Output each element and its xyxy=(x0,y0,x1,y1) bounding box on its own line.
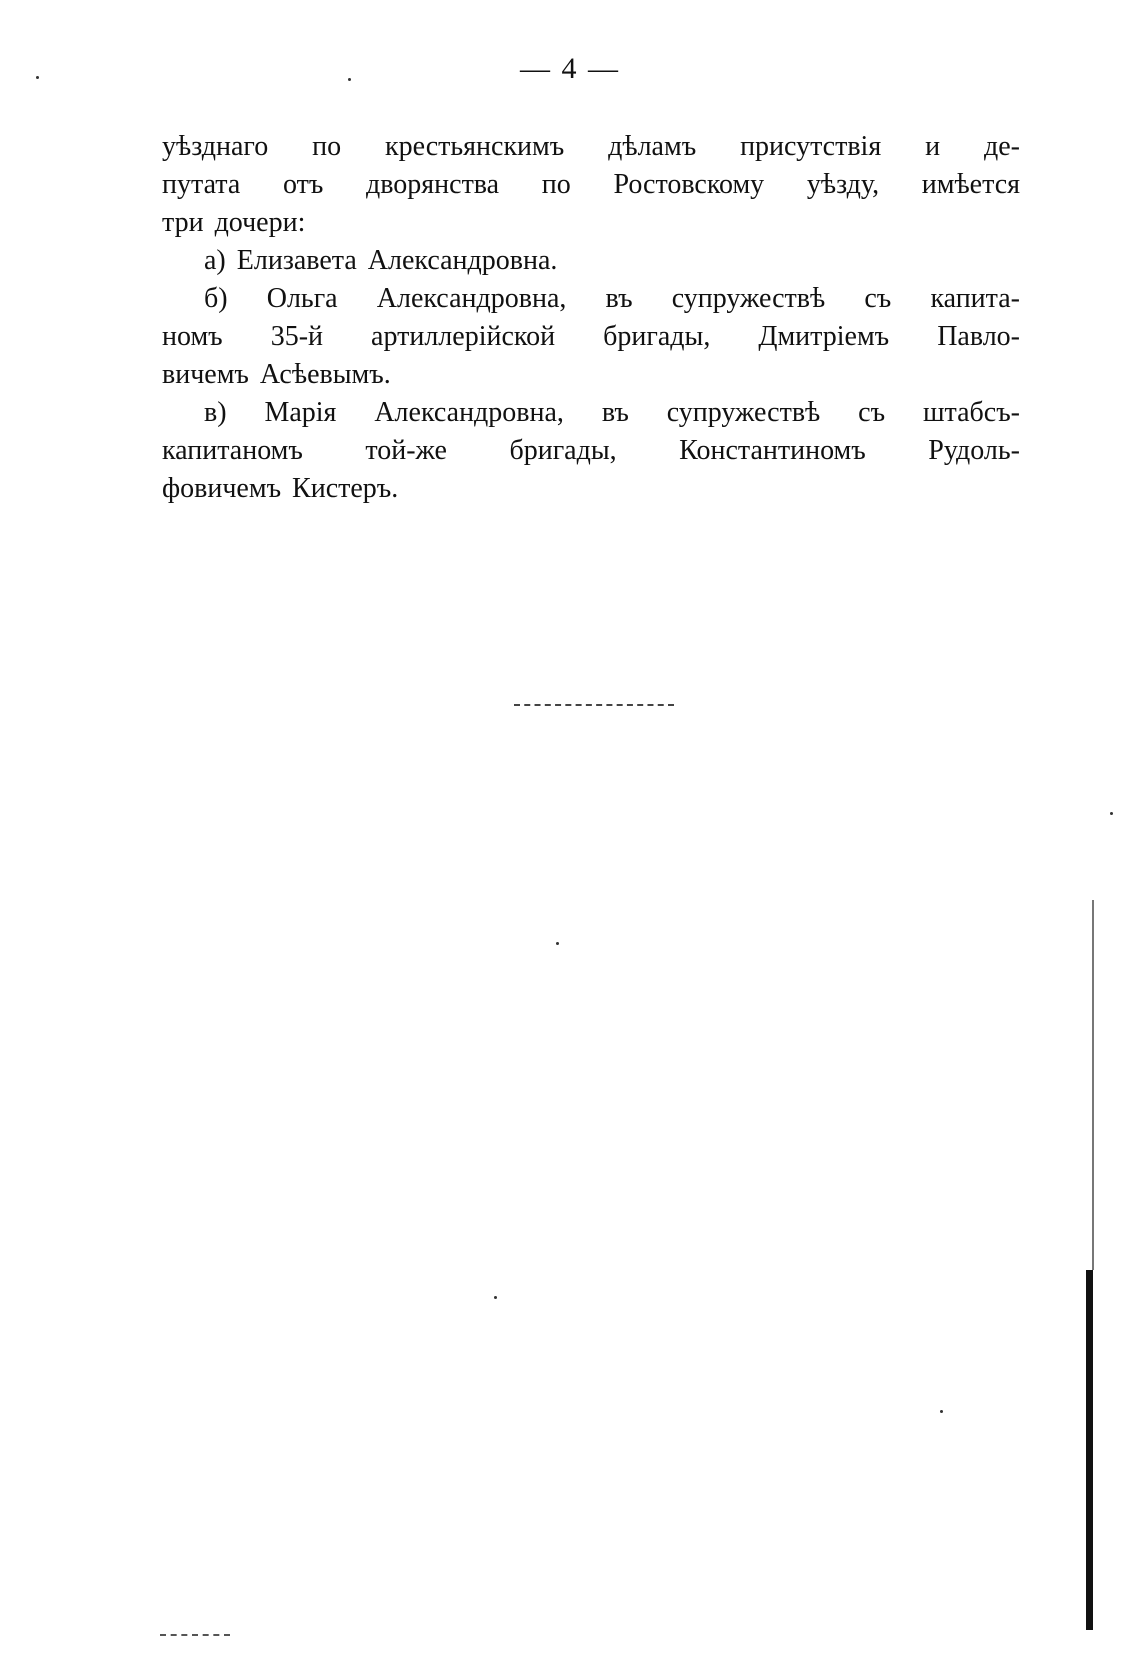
page-number: — 4 — xyxy=(520,52,620,85)
scan-speck xyxy=(36,76,39,79)
text-line: уѣзднаго по крестьянскимъ дѣламъ присутствія и де- xyxy=(162,131,1020,162)
page-edge-shadow xyxy=(1092,900,1094,1270)
text-line: три дочери: xyxy=(162,207,306,238)
scan-speck xyxy=(940,1410,943,1413)
section-divider xyxy=(514,704,674,706)
list-item-a: а) Елизавета Александровна. xyxy=(204,245,558,276)
text-line: капитаномъ той-же бригады, Константиномъ Рудоль- xyxy=(162,435,1020,466)
list-item-b: б) Ольга Александровна, въ супружествѣ съ капита- xyxy=(204,283,1020,314)
bottom-mark xyxy=(160,1634,230,1636)
scan-speck xyxy=(348,78,351,81)
text-line: номъ 35-й артиллерійской бригады, Дмитріемъ Павло- xyxy=(162,321,1020,352)
scan-speck xyxy=(494,1296,497,1299)
page-edge-bar xyxy=(1086,1270,1093,1630)
scan-speck xyxy=(1110,812,1113,815)
text-line: вичемъ Асѣевымъ. xyxy=(162,359,391,390)
scan-speck xyxy=(556,942,559,945)
body-text xyxy=(162,128,1020,508)
text-line: фовичемъ Кистеръ. xyxy=(162,473,399,504)
list-item-v: в) Марія Александровна, въ супружествѣ съ штабсъ- xyxy=(204,397,1020,428)
text-line: путата отъ дворянства по Ростовскому уѣзду, имѣется xyxy=(162,169,1020,200)
